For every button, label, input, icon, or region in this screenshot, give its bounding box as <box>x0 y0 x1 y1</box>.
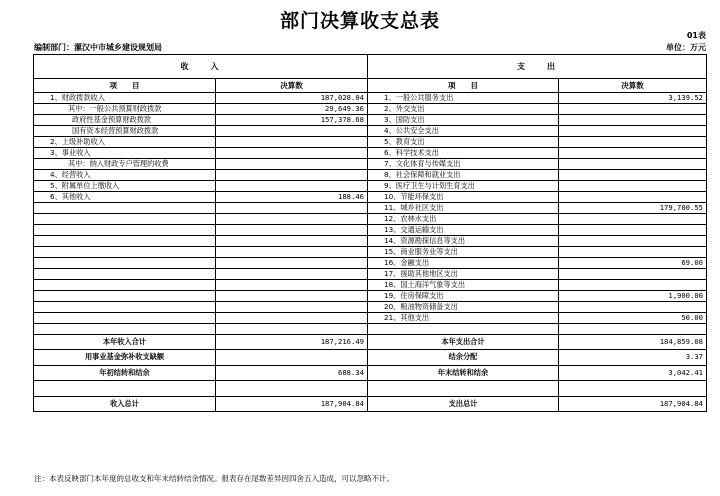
income-item-label: 2、上级补助收入 <box>34 137 216 148</box>
expense-amount-value <box>559 324 707 335</box>
expense-amount-value <box>559 302 707 313</box>
table-row <box>34 214 707 225</box>
expense-summary-label: 年末结转和结余 <box>368 365 559 381</box>
expense-summary-value <box>559 381 707 397</box>
income-amount-value <box>216 258 368 269</box>
table-row <box>34 291 707 302</box>
expense-summary-label: 支出总计 <box>368 396 559 412</box>
expense-item-label: 2、外交支出 <box>368 104 559 115</box>
expense-amount-value <box>559 137 707 148</box>
income-amount-value <box>216 302 368 313</box>
expense-amount-value <box>559 269 707 280</box>
expense-item-label: 17、援助其他地区支出 <box>368 269 559 280</box>
form-number: 01表 <box>686 31 706 40</box>
income-amount-value <box>216 247 368 258</box>
table-row <box>34 93 707 104</box>
unit-label: 单位：万元 <box>666 43 706 52</box>
expense-item-label: 4、公共安全支出 <box>368 126 559 137</box>
income-amount-value <box>216 324 368 335</box>
table-row <box>34 126 707 137</box>
income-summary-value <box>216 350 368 366</box>
summary-row <box>34 334 707 350</box>
table-row <box>34 313 707 324</box>
expense-summary-label: 结余分配 <box>368 350 559 366</box>
expense-item-label: 1、一般公共服务支出 <box>368 93 559 104</box>
income-amount-value <box>216 170 368 181</box>
expense-amount-value <box>559 115 707 126</box>
expense-item-label: 15、商业服务业等支出 <box>368 247 559 258</box>
income-item-label <box>34 258 216 269</box>
income-item-label: 其中：一般公共预算财政拨款 <box>34 104 216 115</box>
income-item-label <box>34 313 216 324</box>
expense-item-label: 8、社会保障和就业支出 <box>368 170 559 181</box>
expense-item-header: 项 目 <box>368 79 559 93</box>
income-item-label: 政府性基金预算财政拨款 <box>34 115 216 126</box>
expense-item-label: 21、其他支出 <box>368 313 559 324</box>
income-item-header: 项 目 <box>34 79 216 93</box>
expense-item-label: 6、科学技术支出 <box>368 148 559 159</box>
expense-item-label: 5、教育支出 <box>368 137 559 148</box>
table-row <box>34 324 707 335</box>
organization-label: 编制部门：漯汉中市城乡建设规划局 <box>34 43 162 52</box>
expense-amount-value <box>559 181 707 192</box>
income-item-label <box>34 225 216 236</box>
income-amount-value <box>216 126 368 137</box>
expense-amount-value: 3,139.52 <box>559 93 707 104</box>
income-amount-value: 187,028.04 <box>216 93 368 104</box>
income-amount-value <box>216 313 368 324</box>
summary-row <box>34 381 707 397</box>
table-row <box>34 192 707 203</box>
income-amount-value <box>216 225 368 236</box>
income-item-label: 其中：纳入财政专户管理的收费 <box>34 159 216 170</box>
income-amount-value <box>216 269 368 280</box>
column-header-row <box>34 79 707 93</box>
income-item-label: 国有资本经营预算财政拨款 <box>34 126 216 137</box>
income-item-label <box>34 324 216 335</box>
table-row <box>34 115 707 126</box>
page-title: 部门决算收支总表 <box>279 10 440 32</box>
expense-item-label: 7、文化体育与传媒支出 <box>368 159 559 170</box>
table-row <box>34 247 707 258</box>
income-summary-label: 用事业基金弥补收支缺额 <box>34 350 216 366</box>
expense-section-header: 支 出 <box>368 55 707 79</box>
income-amount-value: 157,378.68 <box>216 115 368 126</box>
expense-amount-header: 决算数 <box>559 79 707 93</box>
expense-summary-value: 184,859.08 <box>559 334 707 350</box>
expense-amount-value: 50.00 <box>559 313 707 324</box>
expense-item-label: 10、节能环保支出 <box>368 192 559 203</box>
expense-summary-label <box>368 381 559 397</box>
table-row <box>34 258 707 269</box>
expense-amount-value: 69.00 <box>559 258 707 269</box>
income-item-label: 4、经营收入 <box>34 170 216 181</box>
expense-item-label: 20、粮油物资储备支出 <box>368 302 559 313</box>
table-row <box>34 269 707 280</box>
income-summary-label: 收入总计 <box>34 396 216 412</box>
footnote: 注：本表反映部门本年度的总收支和年末结转结余情况。报表存在尾数差异因四舍五入造成，可以忽略不计。 <box>34 474 394 483</box>
income-amount-value <box>216 291 368 302</box>
expense-item-label: 19、住房保障支出 <box>368 291 559 302</box>
expense-amount-value <box>559 126 707 137</box>
expense-amount-value <box>559 104 707 115</box>
income-item-label: 1、财政拨款收入 <box>34 93 216 104</box>
income-summary-value <box>216 381 368 397</box>
section-header-row <box>34 55 707 79</box>
expense-amount-value <box>559 247 707 258</box>
expense-item-label: 16、金融支出 <box>368 258 559 269</box>
income-summary-label <box>34 381 216 397</box>
expense-item-label: 12、农林水支出 <box>368 214 559 225</box>
income-item-label <box>34 236 216 247</box>
income-amount-value <box>216 236 368 247</box>
summary-row <box>34 365 707 381</box>
expense-amount-value <box>559 214 707 225</box>
table-row <box>34 225 707 236</box>
income-summary-value: 187,216.49 <box>216 334 368 350</box>
income-item-label <box>34 203 216 214</box>
table-row <box>34 302 707 313</box>
table-row <box>34 280 707 291</box>
expense-amount-value <box>559 236 707 247</box>
expense-amount-value <box>559 280 707 291</box>
expense-amount-value <box>559 192 707 203</box>
expense-amount-value: 1,900.00 <box>559 291 707 302</box>
expense-item-label <box>368 324 559 335</box>
income-item-label <box>34 302 216 313</box>
expense-summary-label: 本年支出合计 <box>368 334 559 350</box>
expense-amount-value <box>559 225 707 236</box>
income-item-label: 5、附属单位上缴收入 <box>34 181 216 192</box>
expense-item-label: 18、国土海洋气象等支出 <box>368 280 559 291</box>
income-item-label: 6、其他收入 <box>34 192 216 203</box>
income-amount-value <box>216 137 368 148</box>
income-amount-value: 188.46 <box>216 192 368 203</box>
table-row <box>34 148 707 159</box>
table-row <box>34 203 707 214</box>
income-section-header: 收 入 <box>34 55 368 79</box>
table-row <box>34 137 707 148</box>
summary-row <box>34 396 707 412</box>
report-table <box>33 54 707 412</box>
expense-item-label: 14、资源勘探信息等支出 <box>368 236 559 247</box>
income-item-label <box>34 280 216 291</box>
income-amount-value <box>216 214 368 225</box>
income-amount-value <box>216 159 368 170</box>
expense-amount-value <box>559 170 707 181</box>
summary-row <box>34 350 707 366</box>
expense-item-label: 11、城乡社区支出 <box>368 203 559 214</box>
income-amount-value <box>216 181 368 192</box>
income-item-label <box>34 269 216 280</box>
income-item-label <box>34 291 216 302</box>
income-amount-value <box>216 280 368 291</box>
income-item-label <box>34 214 216 225</box>
expense-summary-value: 3.37 <box>559 350 707 366</box>
income-summary-value: 187,904.84 <box>216 396 368 412</box>
income-amount-value <box>216 148 368 159</box>
table-row <box>34 170 707 181</box>
expense-amount-value <box>559 159 707 170</box>
table-row <box>34 236 707 247</box>
income-amount-value <box>216 203 368 214</box>
expense-item-label: 9、医疗卫生与计划生育支出 <box>368 181 559 192</box>
expense-summary-value: 187,904.84 <box>559 396 707 412</box>
income-amount-header: 决算数 <box>216 79 368 93</box>
income-item-label: 3、事业收入 <box>34 148 216 159</box>
expense-amount-value <box>559 148 707 159</box>
income-summary-value: 688.34 <box>216 365 368 381</box>
table-row <box>34 181 707 192</box>
expense-amount-value: 179,700.55 <box>559 203 707 214</box>
table-row <box>34 104 707 115</box>
expense-item-label: 3、国防支出 <box>368 115 559 126</box>
income-summary-label: 本年收入合计 <box>34 334 216 350</box>
expense-summary-value: 3,042.41 <box>559 365 707 381</box>
income-summary-label: 年初结转和结余 <box>34 365 216 381</box>
income-amount-value: 29,649.36 <box>216 104 368 115</box>
income-item-label <box>34 247 216 258</box>
table-row <box>34 159 707 170</box>
expense-item-label: 13、交通运输支出 <box>368 225 559 236</box>
